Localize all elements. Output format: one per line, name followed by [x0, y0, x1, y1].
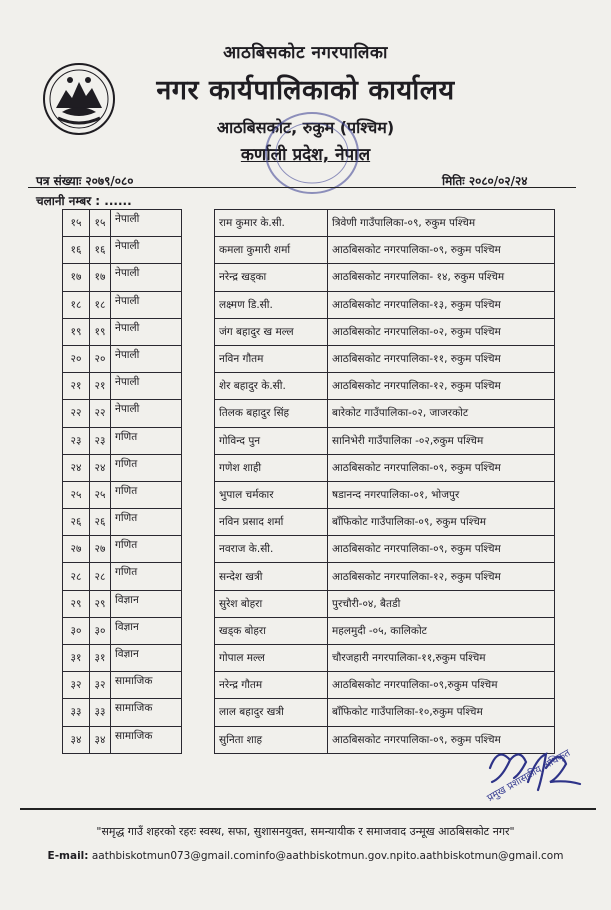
office-name: नगर कार्यपालिकाको कार्यालय [156, 75, 455, 106]
candidate-name-cell: नविन गौतम [215, 345, 328, 372]
serial-number-cell: २७ [63, 536, 90, 563]
candidate-address-cell: षडानन्द नगरपालिका-०१, भोजपुर [328, 481, 555, 508]
candidate-name-cell: लक्ष्मण डि.सी. [215, 291, 328, 318]
roll-number-cell: १५ [90, 210, 111, 237]
candidate-name-cell: गणेश शाही [215, 454, 328, 481]
subject-cell: गणित [111, 454, 182, 481]
table-row [63, 400, 555, 427]
blank-cell [182, 645, 215, 672]
subject-cell: गणित [111, 481, 182, 508]
candidate-name-cell: राम कुमार के.सी. [215, 210, 328, 237]
subject-cell: सामाजिक [111, 726, 182, 753]
serial-number-cell: ३० [63, 617, 90, 644]
serial-number-cell: २४ [63, 454, 90, 481]
candidate-address-cell: बारेकोट गाउँपालिका-०२, जाजरकोट [328, 400, 555, 427]
roll-number-cell: २१ [90, 373, 111, 400]
table-row [63, 590, 555, 617]
candidate-address-cell: आठबिसकोट नगरपालिका-०२, रुकुम पश्चिम [328, 318, 555, 345]
serial-number-cell: १६ [63, 237, 90, 264]
blank-cell [182, 400, 215, 427]
roll-number-cell: ३४ [90, 726, 111, 753]
table-row [63, 210, 555, 237]
subject-cell: विज्ञान [111, 590, 182, 617]
table-row [63, 291, 555, 318]
serial-number-cell: २२ [63, 400, 90, 427]
candidate-address-cell: आठबिसकोट नगरपालिका-०९, रुकुम पश्चिम [328, 536, 555, 563]
candidate-address-cell: आठबिसकोट नगरपालिका-१३, रुकुम पश्चिम [328, 291, 555, 318]
roll-number-cell: १६ [90, 237, 111, 264]
blank-cell [182, 373, 215, 400]
roll-number-cell: २६ [90, 509, 111, 536]
email-addresses: aathbiskotmun073@gmail.cominfo@aathbiskotmun.gov.npito.aathbiskotmun@gmail.com [91, 850, 564, 862]
office-stamp-icon [262, 108, 362, 198]
province-name: कर्णाली प्रदेश, नेपाल [240, 145, 371, 165]
candidate-name-cell: सुरेश बोहरा [215, 590, 328, 617]
subject-cell: नेपाली [111, 291, 182, 318]
roll-number-cell: २२ [90, 400, 111, 427]
serial-number-cell: २६ [63, 509, 90, 536]
subject-cell: नेपाली [111, 264, 182, 291]
candidate-name-cell: खड्क बोहरा [215, 617, 328, 644]
blank-cell [182, 563, 215, 590]
blank-cell [182, 536, 215, 563]
candidate-address-cell: पुरचौरी-०४, बैतडी [328, 590, 555, 617]
serial-number-cell: २१ [63, 373, 90, 400]
blank-cell [182, 237, 215, 264]
blank-cell [182, 699, 215, 726]
subject-cell: नेपाली [111, 345, 182, 372]
roll-number-cell: २५ [90, 481, 111, 508]
table-row [63, 617, 555, 644]
serial-number-cell: ३३ [63, 699, 90, 726]
serial-number-cell: १७ [63, 264, 90, 291]
dispatch-number: चलानी नम्बर : ...... [36, 194, 132, 208]
candidate-address-cell: सानिभेरी गाउँपालिका -०२,रुकुम पश्चिम [328, 427, 555, 454]
candidate-address-cell: आठबिसकोट नगरपालिका-०९, रुकुम पश्चिम [328, 454, 555, 481]
serial-number-cell: २५ [63, 481, 90, 508]
candidate-address-cell: चौरजहारी नगरपालिका-११,रुकुम पश्चिम [328, 645, 555, 672]
letter-date: मितिः २०८०/०२/२४ [442, 174, 528, 188]
candidate-address-cell: आठबिसकोट नगरपालिका-१२, रुकुम पश्चिम [328, 563, 555, 590]
office-address: आठबिसकोट, रुकुम (पश्चिम) [216, 118, 395, 137]
blank-cell [182, 291, 215, 318]
candidate-name-cell: लाल बहादुर खत्री [215, 699, 328, 726]
serial-number-cell: २३ [63, 427, 90, 454]
table-row [63, 481, 555, 508]
blank-cell [182, 481, 215, 508]
blank-cell [182, 590, 215, 617]
blank-cell [182, 454, 215, 481]
candidate-address-cell: आठबिसकोट नगरपालिका-०९,रुकुम पश्चिम [328, 672, 555, 699]
subject-cell: नेपाली [111, 237, 182, 264]
roll-number-cell: २३ [90, 427, 111, 454]
candidate-address-cell: बाँफिकोट गाउँपालिका-१०,रुकुम पश्चिम [328, 699, 555, 726]
table-row [63, 699, 555, 726]
serial-number-cell: ३४ [63, 726, 90, 753]
roll-number-cell: १९ [90, 318, 111, 345]
footer-divider [20, 808, 596, 810]
table-row [63, 672, 555, 699]
candidate-name-cell: कमला कुमारी शर्मा [215, 237, 328, 264]
roll-number-cell: २४ [90, 454, 111, 481]
table-row [63, 318, 555, 345]
blank-cell [182, 672, 215, 699]
candidate-address-cell: आठबिसकोट नगरपालिका-०९, रुकुम पश्चिम [328, 726, 555, 753]
subject-cell: गणित [111, 536, 182, 563]
subject-cell: सामाजिक [111, 672, 182, 699]
serial-number-cell: २८ [63, 563, 90, 590]
serial-number-cell: २९ [63, 590, 90, 617]
footer-email [0, 850, 611, 862]
roll-number-cell: ३३ [90, 699, 111, 726]
candidate-name-cell: गोविन्द पुन [215, 427, 328, 454]
municipality-name: आठबिसकोट नगरपालिका [223, 43, 388, 63]
header-divider [28, 187, 576, 188]
candidate-address-cell: आठबिसकोट नगरपालिका-११, रुकुम पश्चिम [328, 345, 555, 372]
serial-number-cell: १५ [63, 210, 90, 237]
serial-number-cell: २० [63, 345, 90, 372]
subject-cell: गणित [111, 563, 182, 590]
email-label: E-mail: [47, 850, 89, 862]
table-row [63, 427, 555, 454]
subject-cell: विज्ञान [111, 645, 182, 672]
candidate-address-cell: महलमुदी -०५, कालिकोट [328, 617, 555, 644]
candidate-name-cell: नरेन्द्र गौतम [215, 672, 328, 699]
roll-number-cell: २७ [90, 536, 111, 563]
roll-number-cell: २८ [90, 563, 111, 590]
blank-cell [182, 726, 215, 753]
table-row [63, 536, 555, 563]
table-row [63, 509, 555, 536]
candidate-name-cell: शेर बहादुर के.सी. [215, 373, 328, 400]
candidate-name-cell: जंग बहादुर ख मल्ल [215, 318, 328, 345]
candidate-address-cell: बाँफिकोट गाउँपालिका-०९, रुकुम पश्चिम [328, 509, 555, 536]
table-row [63, 454, 555, 481]
subject-cell: गणित [111, 509, 182, 536]
subject-cell: गणित [111, 427, 182, 454]
blank-cell [182, 210, 215, 237]
serial-number-cell: १८ [63, 291, 90, 318]
candidate-address-cell: आठबिसकोट नगरपालिका- १४, रुकुम पश्चिम [328, 264, 555, 291]
subject-cell: नेपाली [111, 210, 182, 237]
candidate-address-cell: त्रिवेणी गाउँपालिका-०९, रुकुम पश्चिम [328, 210, 555, 237]
blank-cell [182, 427, 215, 454]
subject-cell: विज्ञान [111, 617, 182, 644]
candidate-address-cell: आठबिसकोट नगरपालिका-०९, रुकुम पश्चिम [328, 237, 555, 264]
subject-cell: नेपाली [111, 318, 182, 345]
table-row [63, 237, 555, 264]
candidate-name-cell: तिलक बहादुर सिंह [215, 400, 328, 427]
table-row [63, 563, 555, 590]
roll-number-cell: २० [90, 345, 111, 372]
candidate-address-cell: आठबिसकोट नगरपालिका-१२, रुकुम पश्चिम [328, 373, 555, 400]
candidate-name-cell: नरेन्द्र खड्का [215, 264, 328, 291]
subject-cell: नेपाली [111, 373, 182, 400]
roll-number-cell: ३२ [90, 672, 111, 699]
roll-number-cell: १७ [90, 264, 111, 291]
candidate-name-cell: नवराज के.सी. [215, 536, 328, 563]
blank-cell [182, 264, 215, 291]
letter-number: पत्र संख्याः २०७९/०८० [36, 174, 134, 188]
table-row [63, 264, 555, 291]
blank-cell [182, 509, 215, 536]
serial-number-cell: ३१ [63, 645, 90, 672]
table-row [63, 345, 555, 372]
subject-cell: सामाजिक [111, 699, 182, 726]
roll-number-cell: ३१ [90, 645, 111, 672]
blank-cell [182, 318, 215, 345]
candidate-name-cell: नविन प्रसाद शर्मा [215, 509, 328, 536]
subject-cell: नेपाली [111, 400, 182, 427]
candidate-table [62, 209, 555, 754]
serial-number-cell: १९ [63, 318, 90, 345]
signatory-title: प्रमुख प्रशासकीय अधिकृत [485, 747, 573, 805]
blank-cell [182, 617, 215, 644]
blank-cell [182, 345, 215, 372]
candidate-name-cell: गोपाल मल्ल [215, 645, 328, 672]
footer-slogan: "समृद्ध गाउँ शहरको रहरः स्वस्थ, सफा, सुशासनयुक्त, समन्यायीक र समाजवाद उन्मूख आठबिसकोट नगर" [96, 825, 515, 838]
candidate-name-cell: भुपाल चर्मकार [215, 481, 328, 508]
serial-number-cell: ३२ [63, 672, 90, 699]
candidate-name-cell: सन्देश खत्री [215, 563, 328, 590]
table-row [63, 645, 555, 672]
roll-number-cell: ३० [90, 617, 111, 644]
candidate-name-cell: सुनिता शाह [215, 726, 328, 753]
roll-number-cell: २९ [90, 590, 111, 617]
table-row [63, 373, 555, 400]
roll-number-cell: १८ [90, 291, 111, 318]
